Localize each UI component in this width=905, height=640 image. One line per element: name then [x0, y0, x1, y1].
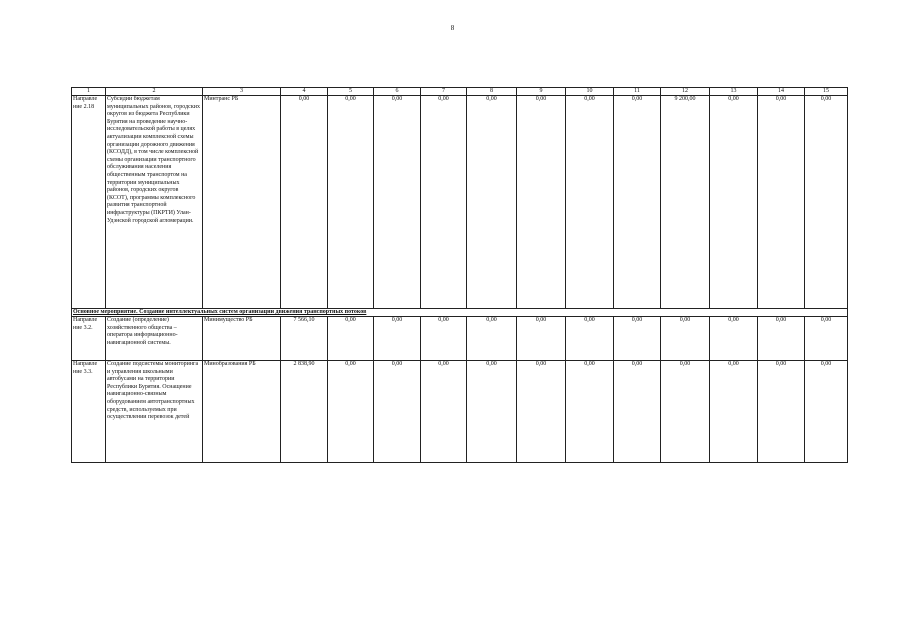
value-cell: 0,00	[467, 317, 517, 361]
value-cell: 0,00	[374, 317, 421, 361]
table-row	[72, 361, 848, 463]
section-heading: Основное мероприятие. Создание интеллектуальных систем организации движения транспортных потоков	[72, 309, 848, 317]
header-cell: 3	[203, 88, 281, 96]
value-cell: 0,00	[281, 96, 328, 309]
header-cell: 8	[467, 88, 517, 96]
value-cell: 0,00	[328, 361, 374, 463]
value-cell: 0,00	[758, 317, 805, 361]
row-description: Создание (определение) хозяйственного общества – оператора информационно-навигационной системы.	[106, 317, 203, 361]
value-cell: 0,00	[328, 96, 374, 309]
row-code: Направле ние 2.18	[72, 96, 106, 309]
value-cell: 0,00	[710, 96, 758, 309]
header-cell: 4	[281, 88, 328, 96]
header-cell: 12	[661, 88, 710, 96]
row-description: Создание подсистемы мониторинга и управления школьными автобусами на территории Республики Бурятия. Оснащение навигационно-связным оборудованием автотранспортных средств, используемых при осуществлении перевозок детей	[106, 361, 203, 463]
value-cell: 9 200,00	[661, 96, 710, 309]
header-cell: 6	[374, 88, 421, 96]
value-cell: 0,00	[467, 361, 517, 463]
value-cell: 0,00	[421, 96, 467, 309]
header-cell: 9	[517, 88, 566, 96]
value-cell: 0,00	[661, 317, 710, 361]
value-cell: 0,00	[566, 361, 614, 463]
value-cell: 0,00	[328, 317, 374, 361]
header-cell: 2	[106, 88, 203, 96]
value-cell: 0,00	[710, 317, 758, 361]
section-heading-row	[72, 309, 848, 317]
row-executor: Минимущество РБ	[203, 317, 281, 361]
row-description: Субсидии бюджетам муниципальных районов, городских округов из бюджета Республики Бурятия на проведение научно-исследовательской работы в целях актуализации комплексной схемы организации дорожного движения (КСОДД), в том числе комплексной схемы организации транспортного обслуживания населения общественным транспортом на территории муниципальных районов, городских округов (КСОТ), программы комплексного развития транспортной инфраструктуры (ПКРТИ) Улан-Удэнской городской агломерации.	[106, 96, 203, 309]
value-cell: 0,00	[517, 317, 566, 361]
value-cell: 0,00	[614, 317, 661, 361]
header-cell: 14	[758, 88, 805, 96]
value-cell: 0,00	[517, 361, 566, 463]
value-cell: 0,00	[710, 361, 758, 463]
header-row	[72, 88, 848, 96]
value-cell: 0,00	[758, 96, 805, 309]
value-cell: 0,00	[421, 317, 467, 361]
table-row	[72, 317, 848, 361]
value-cell: 0,00	[805, 361, 848, 463]
row-code: Направле ние 3.3.	[72, 361, 106, 463]
value-cell: 2 838,90	[281, 361, 328, 463]
value-cell: 7 566,10	[281, 317, 328, 361]
header-cell: 1	[72, 88, 106, 96]
page-number: 8	[450, 24, 455, 32]
row-executor: Минтранс РБ	[203, 96, 281, 309]
value-cell: 0,00	[805, 317, 848, 361]
value-cell: 0,00	[758, 361, 805, 463]
value-cell: 0,00	[566, 96, 614, 309]
row-code: Направле ние 3.2.	[72, 317, 106, 361]
header-cell: 15	[805, 88, 848, 96]
value-cell: 0,00	[614, 361, 661, 463]
header-cell: 7	[421, 88, 467, 96]
value-cell: 0,00	[661, 361, 710, 463]
value-cell: 0,00	[566, 317, 614, 361]
table-row	[72, 96, 848, 309]
header-cell: 13	[710, 88, 758, 96]
header-cell: 10	[566, 88, 614, 96]
value-cell: 0,00	[374, 361, 421, 463]
row-executor: Минобразования РБ	[203, 361, 281, 463]
value-cell: 0,00	[614, 96, 661, 309]
header-cell: 11	[614, 88, 661, 96]
header-cell: 5	[328, 88, 374, 96]
budget-table	[71, 87, 848, 463]
value-cell: 0,00	[517, 96, 566, 309]
value-cell: 0,00	[421, 361, 467, 463]
value-cell: 0,00	[467, 96, 517, 309]
value-cell: 0,00	[805, 96, 848, 309]
value-cell: 0,00	[374, 96, 421, 309]
